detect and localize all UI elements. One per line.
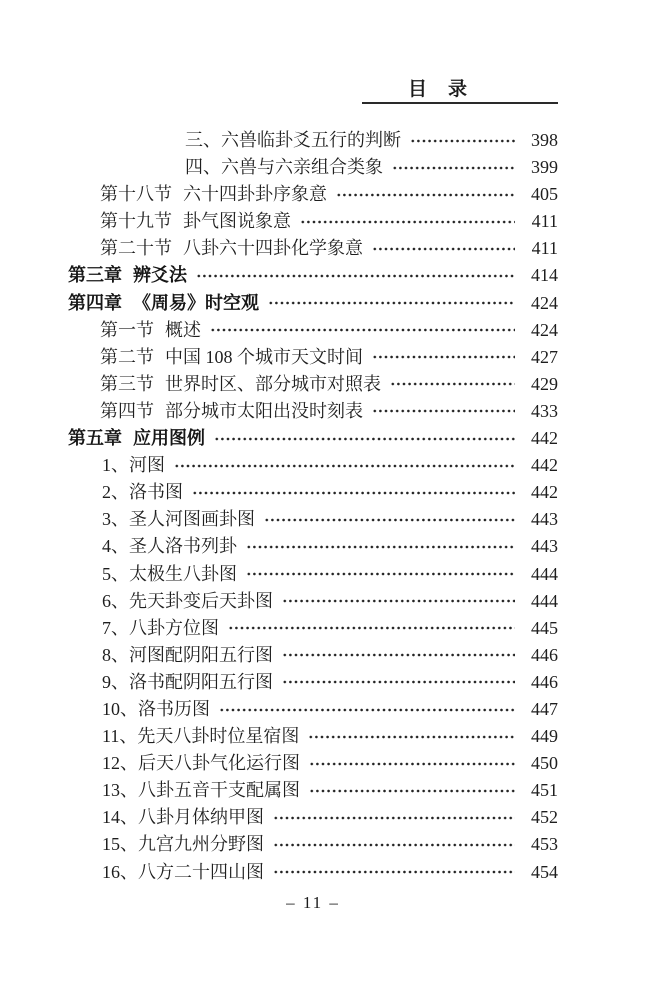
- dot-leader: [308, 733, 515, 741]
- dot-leader: [282, 678, 515, 686]
- toc-entry-page: 433: [531, 400, 558, 421]
- toc-entry: [102, 777, 558, 804]
- toc-entry: [100, 317, 558, 344]
- toc-entry-title: 卦气图说象意: [183, 211, 291, 232]
- toc-entry: [102, 669, 558, 696]
- dot-leader: [174, 462, 515, 470]
- dot-leader: [273, 868, 515, 876]
- toc-entry-page: 443: [531, 536, 558, 557]
- page-footer: – 11 –: [286, 893, 340, 912]
- toc-entry-page: 399: [531, 157, 558, 178]
- toc-entry-page: 442: [531, 455, 558, 476]
- toc-entry-prefix: 第四章: [68, 292, 122, 313]
- toc-entry-prefix: 第二节: [100, 346, 154, 367]
- toc-entry-page: 429: [531, 373, 558, 394]
- toc-entry-title: 6、先天卦变后天卦图: [102, 590, 273, 611]
- toc-entry-title: 六十四卦卦序象意: [183, 184, 327, 205]
- toc-entry-title: 16、八方二十四山图: [102, 861, 264, 882]
- toc-entry-page: 446: [531, 644, 558, 665]
- toc-entry: [185, 127, 558, 154]
- dot-leader: [372, 245, 515, 253]
- toc-entry-title: 3、圣人河图画卦图: [102, 509, 255, 530]
- toc-entry-page: 445: [531, 617, 558, 638]
- toc-entry: [100, 344, 558, 371]
- toc-entry-title: 8、河图配阴阳五行图: [102, 644, 273, 665]
- toc-entry-title: 7、八卦方位图: [102, 617, 219, 638]
- toc-entry-title: 4、圣人洛书列卦: [102, 536, 237, 557]
- toc-entry-title: 1、河图: [102, 455, 165, 476]
- toc-entry: [68, 262, 558, 289]
- toc-entry-title: 12、后天八卦气化运行图: [102, 753, 300, 774]
- dot-leader: [268, 299, 515, 307]
- dot-leader: [300, 218, 515, 226]
- dot-leader: [273, 841, 515, 849]
- toc-entry-page: 443: [531, 509, 558, 530]
- toc-entry: [68, 425, 558, 452]
- dot-leader: [196, 272, 515, 280]
- toc-entry-page: 411: [531, 238, 558, 259]
- toc-entry-page: 453: [531, 834, 558, 855]
- toc-entry-page: 424: [531, 319, 558, 340]
- dot-leader: [309, 760, 515, 768]
- dot-leader: [264, 516, 515, 524]
- toc-entry: [102, 750, 558, 777]
- toc-entry-title: 八卦六十四卦化学象意: [183, 238, 363, 259]
- toc-entry-page: 446: [531, 671, 558, 692]
- toc-entry: [102, 452, 558, 479]
- toc-entry-page: 414: [531, 265, 558, 286]
- toc-entry-prefix: 第三章: [68, 265, 122, 286]
- dot-leader: [246, 570, 515, 578]
- dot-leader: [309, 787, 515, 795]
- toc-entry-title: 概述: [165, 319, 201, 340]
- toc-entry-title: 四、六兽与六亲组合类象: [185, 157, 383, 178]
- toc-entry: [102, 696, 558, 723]
- dot-leader: [192, 489, 515, 497]
- toc-entry-title: 应用图例: [133, 428, 205, 449]
- dot-leader: [282, 651, 515, 659]
- toc-entry: [102, 723, 558, 750]
- toc-list: [68, 127, 558, 886]
- toc-entry: [102, 642, 558, 669]
- toc-entry: [102, 479, 558, 506]
- toc-entry-title: 13、八卦五音干支配属图: [102, 780, 300, 801]
- dot-leader: [210, 326, 515, 334]
- dot-leader: [228, 624, 515, 632]
- toc-entry: [100, 398, 558, 425]
- toc-entry-prefix: 第二十节: [100, 238, 172, 259]
- toc-entry-title: 15、九宫九州分野图: [102, 834, 264, 855]
- toc-entry-page: 411: [531, 211, 558, 232]
- toc-entry-title: 部分城市太阳出没时刻表: [165, 400, 363, 421]
- toc-entry-page: 398: [531, 130, 558, 150]
- toc-entry: [185, 154, 558, 181]
- toc-entry-page: 444: [531, 563, 558, 584]
- toc-entry-page: 451: [531, 780, 558, 801]
- toc-entry: [68, 290, 558, 317]
- toc-entry: [102, 533, 558, 560]
- toc-entry-title: 中国 108 个城市天文时间: [165, 346, 363, 367]
- toc-entry: [100, 208, 558, 235]
- toc-entry-title: 2、洛书图: [102, 482, 183, 503]
- dot-leader: [246, 543, 515, 551]
- toc-entry: [102, 615, 558, 642]
- toc-entry-page: 449: [531, 726, 558, 747]
- dot-leader: [372, 353, 515, 361]
- toc-entry-title: 10、洛书历图: [102, 698, 210, 719]
- toc-entry-page: 447: [531, 698, 558, 719]
- toc-entry-page: 424: [531, 292, 558, 313]
- page-title: 目 录: [408, 79, 469, 100]
- toc-entry: [102, 561, 558, 588]
- toc-entry: [100, 235, 558, 262]
- dot-leader: [410, 137, 515, 145]
- toc-entry-title: 辨爻法: [133, 265, 187, 286]
- toc-entry-page: 427: [531, 346, 558, 367]
- toc-entry-prefix: 第四节: [100, 400, 154, 421]
- toc-entry-prefix: 第一节: [100, 319, 154, 340]
- dot-leader: [273, 814, 515, 822]
- toc-entry-prefix: 第三节: [100, 373, 154, 394]
- toc-entry-page: 442: [531, 428, 558, 449]
- toc-entry-title: 《周易》时空观: [133, 292, 259, 313]
- toc-entry: [100, 371, 558, 398]
- toc-entry-prefix: 第五章: [68, 428, 122, 449]
- toc-entry: [102, 588, 558, 615]
- toc-entry: [102, 804, 558, 831]
- toc-entry-title: 三、六兽临卦爻五行的判断: [185, 130, 401, 150]
- dot-leader: [392, 164, 515, 172]
- toc-entry-prefix: 第十八节: [100, 184, 172, 205]
- toc-entry: [102, 506, 558, 533]
- toc-entry-page: 454: [531, 861, 558, 882]
- toc-entry-page: 452: [531, 807, 558, 828]
- toc-entry-page: 442: [531, 482, 558, 503]
- toc-entry-title: 14、八卦月体纳甲图: [102, 807, 264, 828]
- dot-leader: [390, 380, 515, 388]
- toc-entry-prefix: 第十九节: [100, 211, 172, 232]
- toc-entry: [102, 859, 558, 886]
- dot-leader: [372, 407, 515, 415]
- header-rule: [362, 102, 558, 104]
- toc-entry-title: 9、洛书配阴阳五行图: [102, 671, 273, 692]
- toc-entry: [100, 181, 558, 208]
- toc-entry-page: 405: [531, 184, 558, 205]
- dot-leader: [214, 435, 515, 443]
- toc-entry: [102, 831, 558, 858]
- toc-entry-title: 5、太极生八卦图: [102, 563, 237, 584]
- dot-leader: [219, 706, 515, 714]
- dot-leader: [336, 191, 515, 199]
- toc-entry-title: 世界时区、部分城市对照表: [165, 373, 381, 394]
- toc-entry-page: 450: [531, 753, 558, 774]
- dot-leader: [282, 597, 515, 605]
- toc-entry-page: 444: [531, 590, 558, 611]
- toc-entry-title: 11、先天八卦时位星宿图: [102, 726, 300, 747]
